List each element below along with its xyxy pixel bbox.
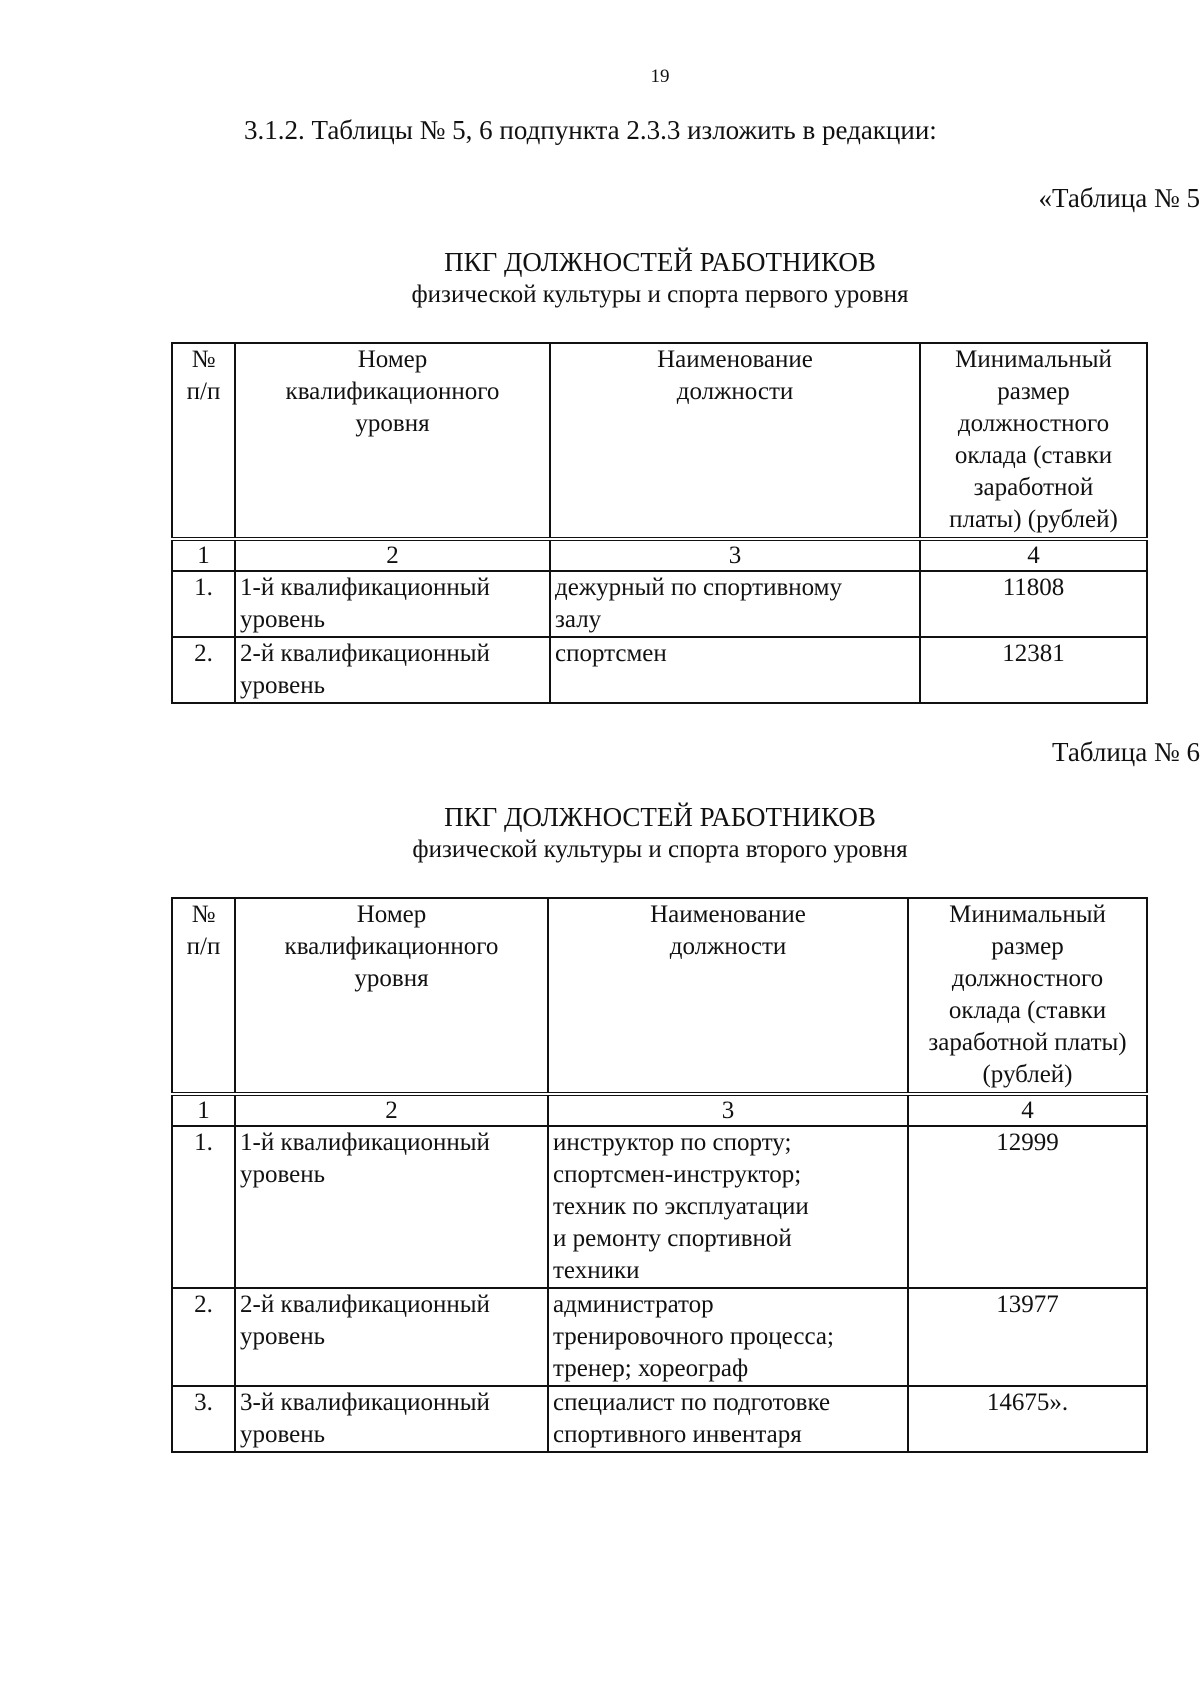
table6-column-number: 4 [908,1094,1147,1126]
row-position: инструктор по спорту; спортсмен-инструктор; техник по эксплуатации и ремонту спортивной техники [548,1126,908,1288]
table5-header-salary: Минимальный размер должностного оклада (ставки заработной платы) (рублей) [920,343,1147,539]
row-number: 1. [172,1126,235,1288]
table5-column-number-row [172,539,1147,571]
row-position: администратор тренировочного процесса; тренер; хореограф [548,1288,908,1386]
table5-column-number: 3 [550,539,920,571]
table5-column-number: 2 [235,539,550,571]
row-level: 2-й квалификационный уровень [235,637,550,703]
intro-text: 3.1.2. Таблицы № 5, 6 подпункта 2.3.3 изложить в редакции: [244,115,937,145]
table5-subtitle: физической культуры и спорта первого уровня [411,281,909,308]
table6-header-salary: Минимальный размер должностного оклада (ставки заработной платы) (рублей) [908,898,1147,1094]
table5-header-row [172,343,1147,539]
row-position: спортсмен [550,637,920,703]
row-salary: 14675». [908,1386,1147,1452]
table5-column-number: 1 [172,539,235,571]
table6-label: Таблица № 6 [1052,737,1200,767]
table5-heading [0,246,1200,310]
row-number: 1. [172,571,235,637]
table5-title: ПКГ ДОЛЖНОСТЕЙ РАБОТНИКОВ [444,247,876,277]
table6-column-number: 2 [235,1094,548,1126]
table-row [172,1126,1147,1288]
table6-header-row [172,898,1147,1094]
row-position: специалист по подготовке спортивного инвентаря [548,1386,908,1452]
row-number: 2. [172,1288,235,1386]
table6 [171,897,1148,1453]
table6-column-number: 3 [548,1094,908,1126]
table5-header-level: Номер квалификационного уровня [235,343,550,539]
table6-column-number-row [172,1094,1147,1126]
page-number: 19 [650,66,670,87]
table6-title: ПКГ ДОЛЖНОСТЕЙ РАБОТНИКОВ [444,802,876,832]
table5 [171,342,1148,704]
row-number: 2. [172,637,235,703]
row-level: 3-й квалификационный уровень [235,1386,548,1452]
row-salary: 12381 [920,637,1147,703]
table6-header-level: Номер квалификационного уровня [235,898,548,1094]
table6-subtitle: физической культуры и спорта второго уровня [412,836,908,863]
table-row [172,1288,1147,1386]
row-salary: 13977 [908,1288,1147,1386]
row-salary: 11808 [920,571,1147,637]
row-position: дежурный по спортивному залу [550,571,920,637]
row-salary: 12999 [908,1126,1147,1288]
table5-header-position: Наименование должности [550,343,920,539]
table5-label: «Таблица № 5 [1038,183,1200,213]
table6-column-number: 1 [172,1094,235,1126]
table6-header-num: № п/п [172,898,235,1094]
table6-heading [0,801,1200,865]
table6-header-position: Наименование должности [548,898,908,1094]
row-level: 1-й квалификационный уровень [235,571,550,637]
table-row [172,571,1147,637]
table-row [172,1386,1147,1452]
table-row [172,637,1147,703]
row-level: 2-й квалификационный уровень [235,1288,548,1386]
table5-header-num: № п/п [172,343,235,539]
row-number: 3. [172,1386,235,1452]
table5-column-number: 4 [920,539,1147,571]
row-level: 1-й квалификационный уровень [235,1126,548,1288]
